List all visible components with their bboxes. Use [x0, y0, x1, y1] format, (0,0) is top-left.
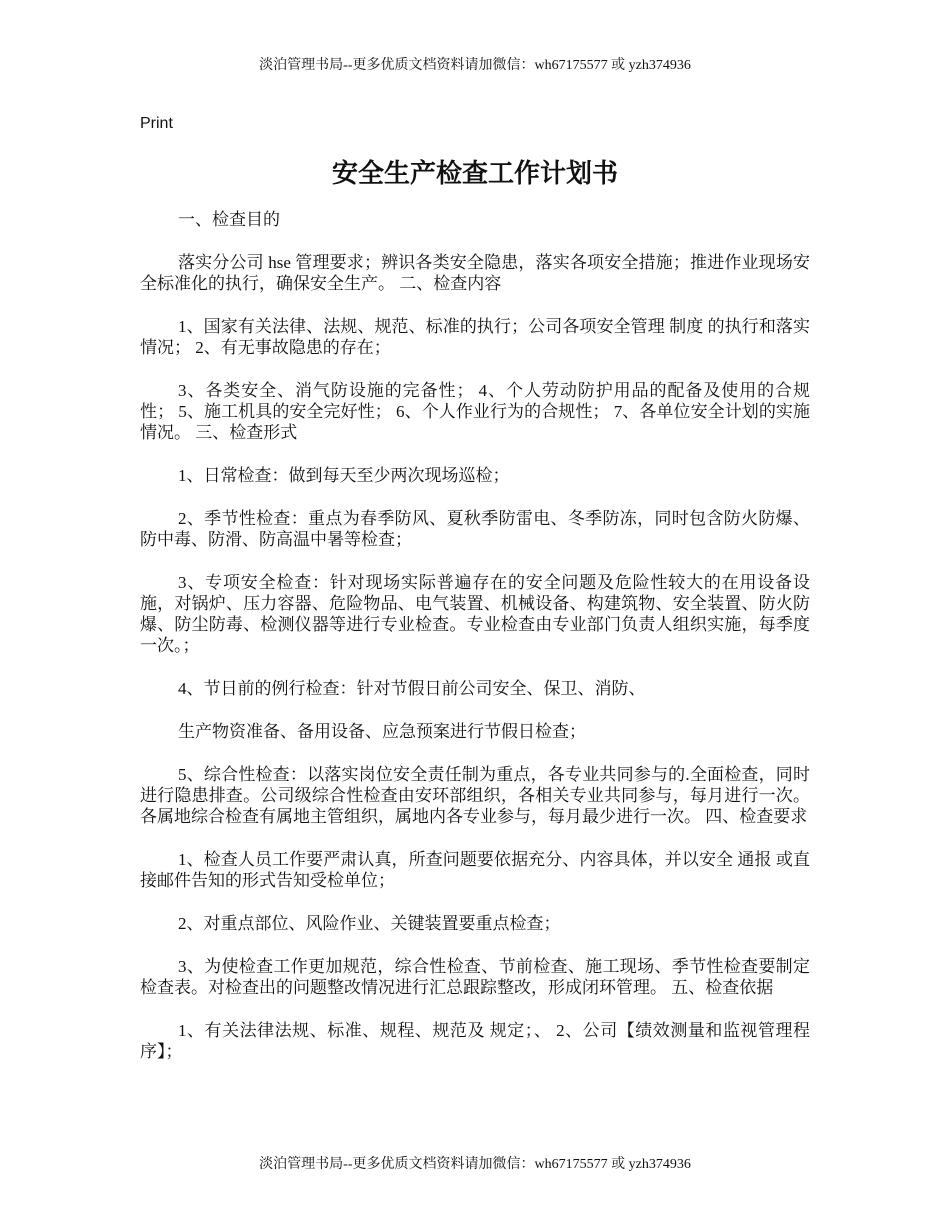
section-heading-purpose: 一、检查目的	[178, 210, 280, 229]
document-title: 安全生产检查工作计划书	[331, 159, 618, 189]
document-body	[140, 209, 810, 1084]
paragraph: 2、对重点部位、风险作业、关键装置要重点检查；	[178, 914, 561, 933]
paragraph: 1、日常检查：做到每天至少两次现场巡检；	[178, 466, 510, 485]
paragraph: 生产物资准备、备用设备、应急预案进行节假日检查；	[178, 722, 586, 741]
paragraph: 1、检查人员工作要严肃认真，所查问题要依据充分、内容具体，并以安全 通报 或直接邮件告知的形式告知受检单位；	[140, 850, 810, 890]
paragraph: 2、季节性检查：重点为春季防风、夏秋季防雷电、冬季防冻，同时包含防火防爆、防中毒、防滑、防高温中暑等检查；	[140, 509, 810, 549]
page-footer: 淡泊管理书局--更多优质文档资料请加微信：wh67175577 或 yzh374936	[259, 1157, 691, 1172]
paragraph: 5、综合性检查：以落实岗位安全责任制为重点，各专业共同参与的.全面检查，同时进行隐患排查。公司级综合性检查由安环部组织，各相关专业共同参与，每月进行一次。各属地综合检查有属地主管组织，属地内各专业参与，每月最少进行一次。 四、检查要求	[140, 765, 810, 826]
paragraph: 1、有关法律法规、标准、规程、规范及 规定；、 2、公司【绩效测量和监视管理程序】；	[140, 1021, 810, 1061]
paragraph: 3、专项安全检查：针对现场实际普遍存在的安全问题及危险性较大的在用设备设施，对锅炉、压力容器、危险物品、电气装置、机械设备、构建筑物、安全装置、防火防爆、防尘防毒、检测仪器等进行专业检查。专业检查由专业部门负责人组织实施，每季度一次。；	[140, 573, 810, 655]
paragraph: 3、各类安全、消气防设施的完备性； 4、个人劳动防护用品的配备及使用的合规性； 5、施工机具的安全完好性； 6、个人作业行为的合规性； 7、各单位安全计划的实施情况。 三、检查形式	[140, 381, 810, 442]
paragraph: 1、国家有关法律、法规、规范、标准的执行；公司各项安全管理 制度 的执行和落实情况； 2、有无事故隐患的存在；	[140, 317, 810, 357]
page-header: 淡泊管理书局--更多优质文档资料请加微信：wh67175577 或 yzh374936	[259, 58, 691, 73]
paragraph: 3、为使检查工作更加规范，综合性检查、节前检查、施工现场、季节性检查要制定检查表。对检查出的问题整改情况进行汇总跟踪整改，形成闭环管理。 五、检查依据	[140, 957, 810, 997]
paragraph: 4、节日前的例行检查：针对节假日前公司安全、保卫、消防、	[178, 679, 646, 698]
print-label: Print	[140, 115, 173, 132]
paragraph: 落实分公司 hse 管理要求；辨识各类安全隐患，落实各项安全措施；推进作业现场安全标准化的执行，确保安全生产。 二、检查内容	[140, 253, 810, 293]
